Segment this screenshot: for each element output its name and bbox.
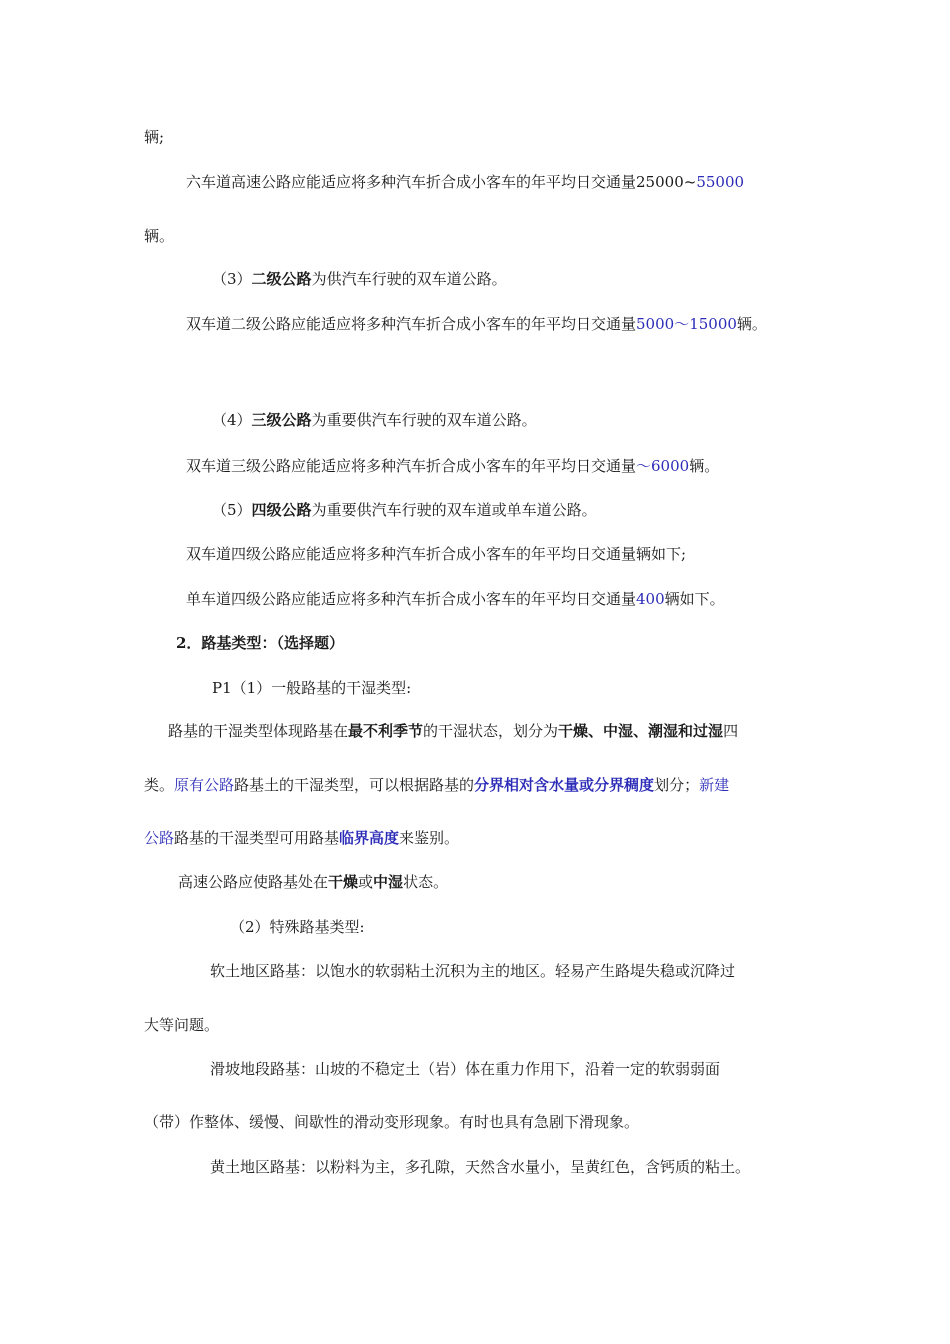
text-line-7: 双车道三级公路应能适应将多种汽车折合成小客车的年平均日交通量～6000辆。 — [186, 457, 720, 475]
text-line-10: 单车道四级公路应能适应将多种汽车折合成小客车的年平均日交通量400辆如下。 — [186, 590, 725, 608]
text-line-12: P1（1）一般路基的干湿类型: — [212, 679, 412, 697]
term-highway-class-3: 三级公路 — [251, 411, 312, 429]
text-line-15: 公路路基的干湿类型可用路基临界高度来鉴别。 — [144, 829, 460, 847]
term-highway-class-2: 二级公路 — [251, 270, 312, 288]
highlight-number: 55000 — [696, 173, 745, 191]
highlight-number: ～6000 — [636, 457, 690, 475]
text-line-9: 双车道四级公路应能适应将多种汽车折合成小客车的年平均日交通量辆如下; — [186, 545, 687, 563]
text-line-13: 路基的干湿类型体现路基在最不利季节的干湿状态，划分为干燥、中湿、潮湿和过湿四 — [168, 722, 739, 740]
text-line-20: 滑坡地段路基：山坡的不稳定土（岩）体在重力作用下，沿着一定的软弱弱面 — [210, 1060, 721, 1078]
text-line-21: （带）作整体、缓慢、间歇性的滑动变形现象。有时也具有急剧下滑现象。 — [144, 1113, 640, 1131]
text-line-5: 双车道二级公路应能适应将多种汽车折合成小客车的年平均日交通量5000～15000辆。 — [186, 315, 767, 333]
highlight-number: 5000～15000 — [636, 315, 737, 333]
text-line-2: 六车道高速公路应能适应将多种汽车折合成小客车的年平均日交通量25000~55000 — [186, 173, 745, 191]
term-highway-class-4: 四级公路 — [251, 501, 312, 519]
text-line-6: （4）三级公路为重要供汽车行驶的双车道公路。 — [212, 411, 537, 429]
text-line-14: 类。原有公路路基土的干湿类型，可以根据路基的分界相对含水量或分界稠度划分；新建 — [144, 776, 730, 794]
text-line-8: （5）四级公路为重要供汽车行驶的双车道或单车道公路。 — [212, 501, 597, 519]
text-line-19: 大等问题。 — [144, 1016, 220, 1034]
text-line-17: （2）特殊路基类型: — [230, 918, 365, 936]
section-heading: 2．路基类型：（选择题） — [176, 634, 344, 652]
text-line-16: 高速公路应使路基处在干燥或中湿状态。 — [178, 873, 449, 891]
highlight-number: 400 — [636, 590, 665, 608]
text-line-3: 辆。 — [144, 227, 175, 245]
text-line-22: 黄土地区路基：以粉料为主，多孔隙，天然含水量小，呈黄红色，含钙质的粘土。 — [210, 1158, 751, 1176]
text-line-1: 辆; — [144, 128, 165, 146]
text-line-18: 软土地区路基：以饱水的软弱粘土沉积为主的地区。轻易产生路堤失稳或沉降过 — [210, 962, 736, 980]
text-line-4: （3）二级公路为供汽车行驶的双车道公路。 — [212, 270, 507, 288]
